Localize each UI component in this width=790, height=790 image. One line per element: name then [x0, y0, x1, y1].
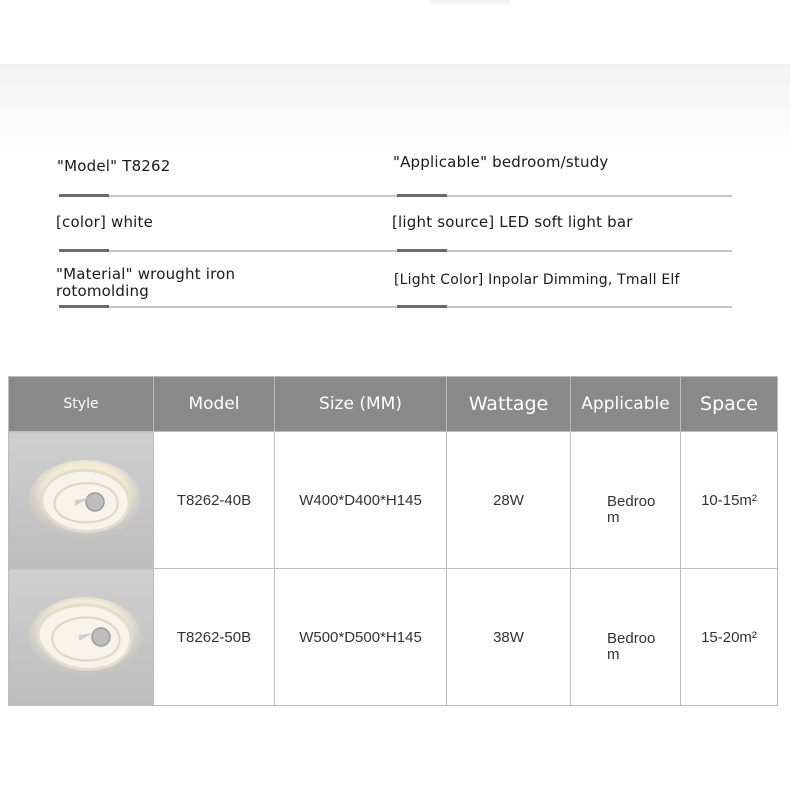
- spec-material-line2: rotomolding: [56, 282, 149, 300]
- ceiling-lamp-image: [29, 597, 141, 681]
- cell-space: 10-15m²: [681, 432, 778, 569]
- spec-divider: [59, 250, 109, 252]
- cell-applicable: [571, 432, 681, 569]
- table-header-row: [9, 377, 778, 432]
- cell-model: T8262-40B: [154, 432, 275, 569]
- spec-light-source: [light source] LED soft light bar: [392, 213, 633, 231]
- table-row: [9, 432, 778, 569]
- cell-wattage: 28W: [447, 432, 571, 569]
- spec-material-line1: "Material" wrought iron: [56, 265, 236, 283]
- spec-divider: [59, 195, 109, 197]
- spec-divider: [397, 250, 732, 252]
- cell-size: W500*D500*H145: [275, 569, 447, 706]
- header-style: Style: [9, 377, 154, 432]
- product-photo: [9, 569, 154, 706]
- cell-wattage: 38W: [447, 569, 571, 706]
- header-model: Model: [154, 377, 275, 432]
- spec-applicable: "Applicable" bedroom/study: [393, 153, 609, 171]
- table-row: [9, 569, 778, 706]
- gradient-band: [0, 64, 790, 154]
- spec-divider: [59, 306, 109, 308]
- spec-divider: [397, 195, 732, 197]
- spec-material: [56, 266, 235, 300]
- spec-model: "Model" T8262: [57, 157, 171, 175]
- cell-space: 15-20m²: [681, 569, 778, 706]
- spec-divider: [109, 195, 397, 197]
- spec-light-color: [Light Color] Inpolar Dimming, Tmall Elf: [394, 272, 680, 288]
- spec-table: [8, 376, 778, 706]
- spec-divider: [109, 306, 397, 308]
- cell-size: W400*D400*H145: [275, 432, 447, 569]
- header-space: Space: [681, 377, 778, 432]
- cell-model: T8262-50B: [154, 569, 275, 706]
- spec-divider: [109, 250, 397, 252]
- top-mark: [430, 0, 510, 6]
- cell-applicable-text: Bedroom: [607, 630, 656, 663]
- cell-applicable-text: Bedroom: [607, 493, 656, 526]
- header-size: Size (MM): [275, 377, 447, 432]
- header-wattage: Wattage: [447, 377, 571, 432]
- top-band: [0, 0, 790, 64]
- spec-divider: [397, 306, 732, 308]
- product-photo: [9, 432, 154, 569]
- cell-applicable: [571, 569, 681, 706]
- ceiling-lamp-image: [29, 460, 141, 544]
- spec-color: [color] white: [56, 213, 154, 231]
- header-applicable: Applicable: [571, 377, 681, 432]
